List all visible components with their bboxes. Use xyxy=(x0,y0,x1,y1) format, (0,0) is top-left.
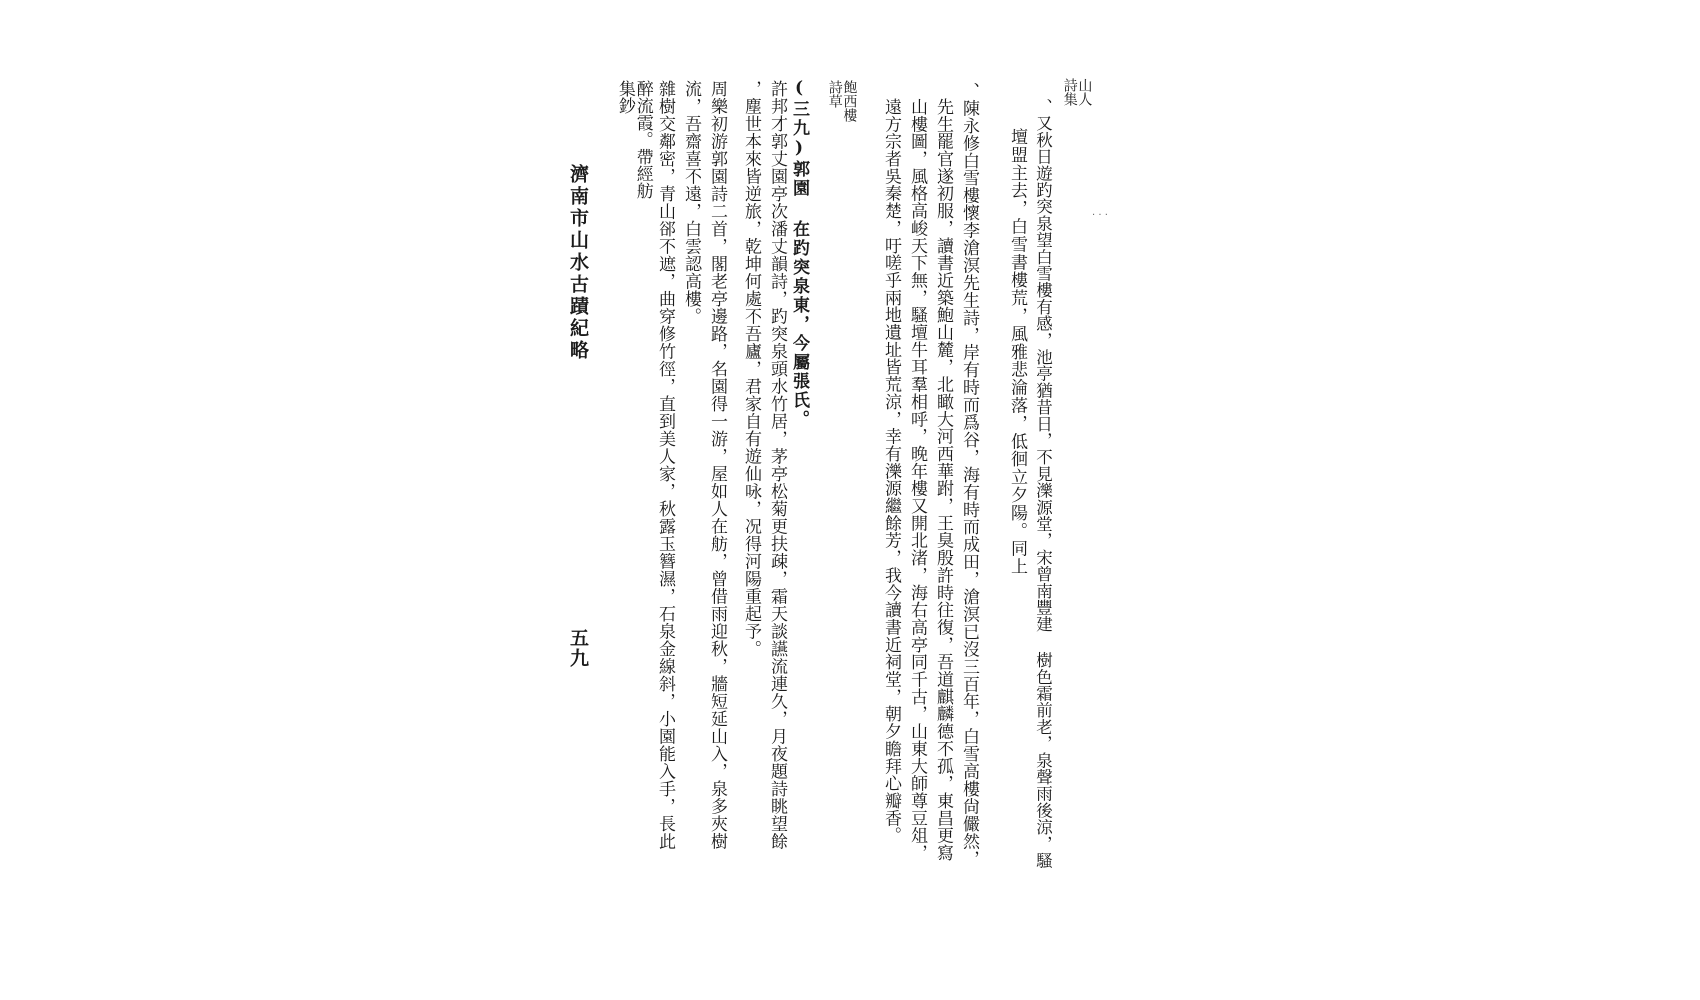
text-column: 雜樹交鄰密，青山郤不遮，曲穿修竹徑，直到美人家，秋露玉簪濕，石泉金線斜，小園能入手，長此 xyxy=(655,80,675,850)
text-column: 壇盟主去，白雪書樓荒，風雅悲淪落，低徊立夕陽。同上 xyxy=(1007,128,1027,576)
entry-heading: (三九)郭園 在趵突泉東，今屬張氏。 xyxy=(789,78,809,429)
source-note: 飽西樓 詩草 xyxy=(826,80,858,122)
text-column: 、陳永修白雪樓懷李滄溟先生詩，岸有時而爲谷，海有時而成田，滄溟已沒三百年，白雪高樓尙儼然， xyxy=(959,82,979,868)
page-header: 濟南市山水古蹟紀略 xyxy=(567,164,589,362)
page-number: 五九 xyxy=(567,628,589,668)
text-column: 許邦才郭丈園亭次潘丈韻詩，趵突泉頭水竹居，茅亭松菊更扶疎，霜天談讌流連久，月夜題詩眺望餘 xyxy=(767,80,787,850)
text-column: 醉流霞。帶經舫 集鈔 xyxy=(614,80,653,199)
text-column: 山樓圖，風格高峻天下無，騷壇牛耳羣相呼，晚年樓又開北渚，海右高亭同千古，山東大師尊豆俎， xyxy=(907,98,927,862)
text-column: 遠方宗者吳秦楚，吁嗟乎兩地遺址皆荒涼，幸有濼源繼餘芳，我今讀書近祠堂，朝夕瞻拜心瓣香。 xyxy=(881,98,901,845)
source-note: 山人 詩集 xyxy=(1061,78,1093,106)
text-column: 先生罷官遂初服，讀書近築鮑山麓，北瞰大河西華跗，王臭殷許時往復，吾道麒麟德不孤，東昌更寫 xyxy=(933,98,953,862)
text-column: 流，吾齋喜不遠，白雲認高樓。 xyxy=(681,80,701,325)
text-column: 、又秋日遊趵突泉望白雪樓有感，池亭猶昔日，不見濼源堂，宋曾南豐建 樹色霜前老，泉聲雨後涼，騷 xyxy=(1033,98,1053,869)
scan-speck: · · · xyxy=(1092,210,1108,221)
text-column: ，塵世本來皆逆旅，乾坤何處不吾廬，君家自有遊仙咏，况得河陽重起予。 xyxy=(741,80,761,658)
text-column: 周樂初游郭園詩二首，閣老亭邊路，名園得一游，屋如人在舫，曾借雨迎秋，牆短延山入，泉多夾樹 xyxy=(707,80,727,850)
